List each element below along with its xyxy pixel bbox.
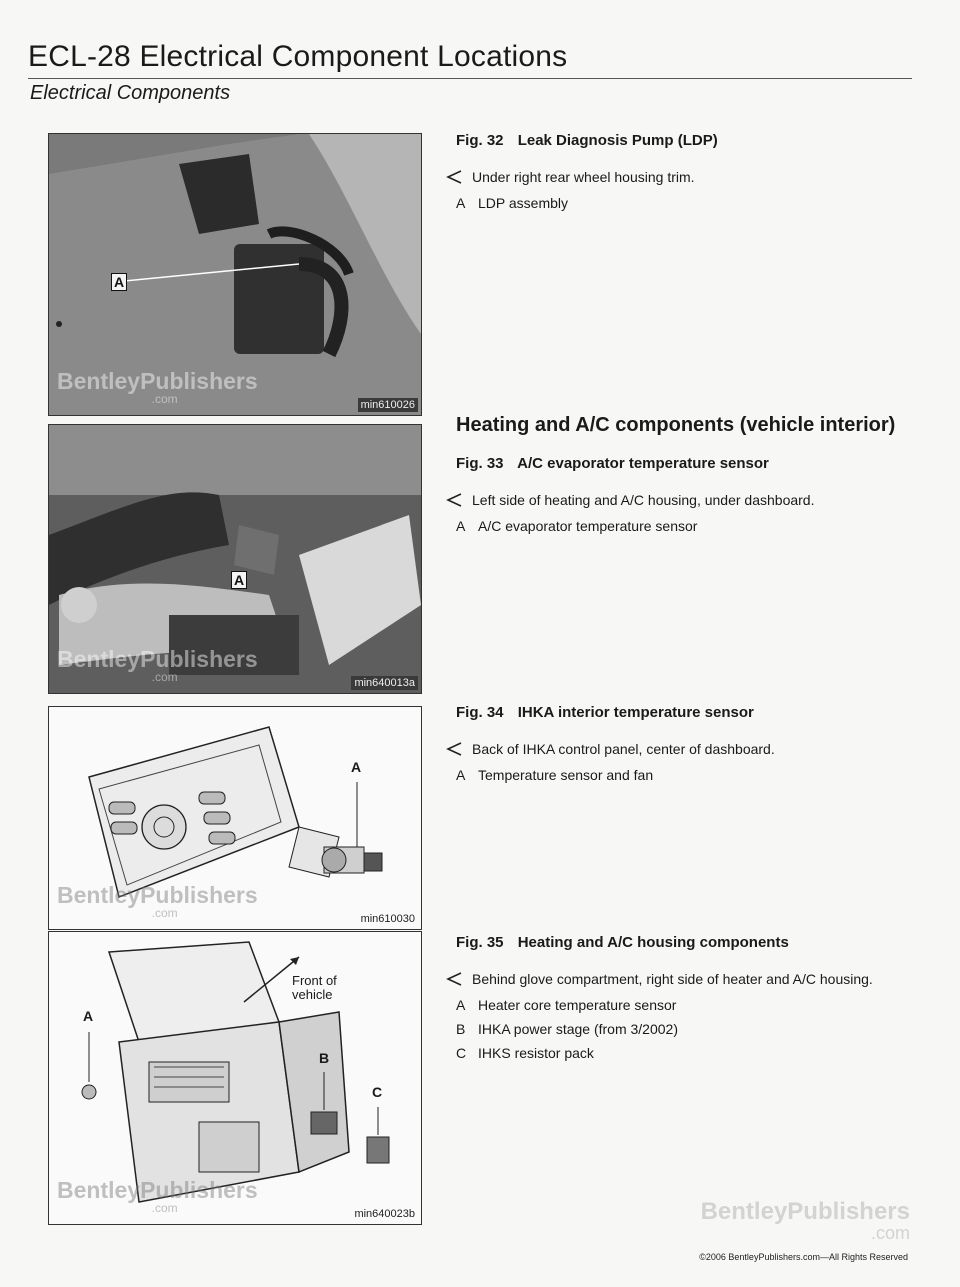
item-letter: A xyxy=(456,518,466,534)
figure-32-caption xyxy=(456,132,916,219)
figure-33-title xyxy=(456,455,916,472)
figure-number: Fig. 33 xyxy=(456,455,504,472)
publisher-brand xyxy=(701,1200,910,1242)
figure-32-callout-a: A xyxy=(111,273,127,291)
item-letter: B xyxy=(456,1021,466,1037)
figure-35-callout-b: B xyxy=(319,1050,330,1066)
figure-32-code: min610026 xyxy=(358,398,418,412)
section-subtitle: Electrical Components xyxy=(30,82,231,104)
figure-34-code: min610030 xyxy=(360,913,415,925)
watermark-text: BentleyPublishers xyxy=(57,368,258,394)
left-arrowhead-icon xyxy=(446,170,462,184)
item-text: IHKS resistor pack xyxy=(478,1045,594,1061)
figure-35-caption xyxy=(456,934,916,1069)
item-text: A/C evaporator temperature sensor xyxy=(478,518,698,534)
item-letter: C xyxy=(456,1045,467,1061)
description-text: Under right rear wheel housing trim. xyxy=(472,169,695,185)
figure-title-text: IHKA interior temperature sensor xyxy=(517,704,754,721)
left-arrowhead-icon xyxy=(446,972,462,986)
front-of-vehicle-label: Front of vehicle xyxy=(292,973,337,1002)
item-text: IHKA power stage (from 3/2002) xyxy=(478,1021,678,1037)
figure-32-watermark xyxy=(57,370,258,405)
item-letter: A xyxy=(456,767,466,783)
watermark-com: .com xyxy=(151,670,178,684)
header-divider xyxy=(28,78,912,79)
figure-number: Fig. 35 xyxy=(456,934,504,951)
figure-35-image xyxy=(48,931,422,1225)
item-text: Temperature sensor and fan xyxy=(478,767,654,783)
figure-32-image xyxy=(48,133,422,416)
list-item xyxy=(456,1045,916,1061)
item-letter: A xyxy=(456,997,466,1013)
copyright-notice: ©2006 BentleyPublishers.com—All Rights Reserved xyxy=(699,1252,908,1262)
watermark-text: BentleyPublishers xyxy=(57,882,258,908)
figure-title-text: Heating and A/C housing components xyxy=(517,934,789,951)
figure-number: Fig. 34 xyxy=(456,704,504,721)
figure-32-description xyxy=(456,169,916,185)
watermark-text: BentleyPublishers xyxy=(57,646,258,672)
left-arrowhead-icon xyxy=(446,742,462,756)
figure-35-watermark xyxy=(57,1179,258,1214)
figure-33-callout-a: A xyxy=(231,571,247,589)
list-item xyxy=(456,195,916,211)
figure-34-description xyxy=(456,741,916,757)
figure-34-image xyxy=(48,706,422,930)
description-text: Behind glove compartment, right side of heater and A/C housing. xyxy=(472,971,873,987)
brand-name: BentleyPublishers xyxy=(700,1198,910,1225)
brand-com: .com xyxy=(870,1223,910,1243)
page-title: ECL-28 Electrical Component Locations xyxy=(28,40,568,73)
section-heading: Heating and A/C components (vehicle interior) xyxy=(456,414,896,436)
figure-34-title xyxy=(456,704,916,721)
figure-32-title xyxy=(456,132,916,149)
figure-35-title xyxy=(456,934,916,951)
item-letter: A xyxy=(456,195,466,211)
left-arrowhead-icon xyxy=(446,493,462,507)
watermark-text: BentleyPublishers xyxy=(57,1177,258,1203)
watermark-com: .com xyxy=(151,392,178,406)
figure-35-callout-a: A xyxy=(83,1008,94,1024)
figure-34-watermark xyxy=(57,884,258,919)
figure-34-caption xyxy=(456,704,916,791)
figure-title-text: A/C evaporator temperature sensor xyxy=(517,455,769,472)
figure-33-description xyxy=(456,492,916,508)
list-item xyxy=(456,1021,916,1037)
item-text: Heater core temperature sensor xyxy=(478,997,677,1013)
item-text: LDP assembly xyxy=(478,195,569,211)
figure-33-caption xyxy=(456,455,916,542)
watermark-com: .com xyxy=(151,906,178,920)
figure-35-code: min640023b xyxy=(354,1208,415,1220)
figure-number: Fig. 32 xyxy=(456,132,504,149)
description-text: Back of IHKA control panel, center of dashboard. xyxy=(472,741,775,757)
figure-34-callout-a: A xyxy=(351,759,362,775)
figure-title-text: Leak Diagnosis Pump (LDP) xyxy=(517,132,718,149)
figure-33-image xyxy=(48,424,422,694)
list-item xyxy=(456,767,916,783)
figure-35-description xyxy=(456,971,916,987)
description-text: Left side of heating and A/C housing, under dashboard. xyxy=(472,492,815,508)
figure-33-watermark xyxy=(57,648,258,683)
figure-33-code: min640013a xyxy=(351,676,418,690)
watermark-com: .com xyxy=(151,1201,178,1215)
list-item xyxy=(456,997,916,1013)
list-item xyxy=(456,518,916,534)
figure-35-callout-c: C xyxy=(372,1084,383,1100)
